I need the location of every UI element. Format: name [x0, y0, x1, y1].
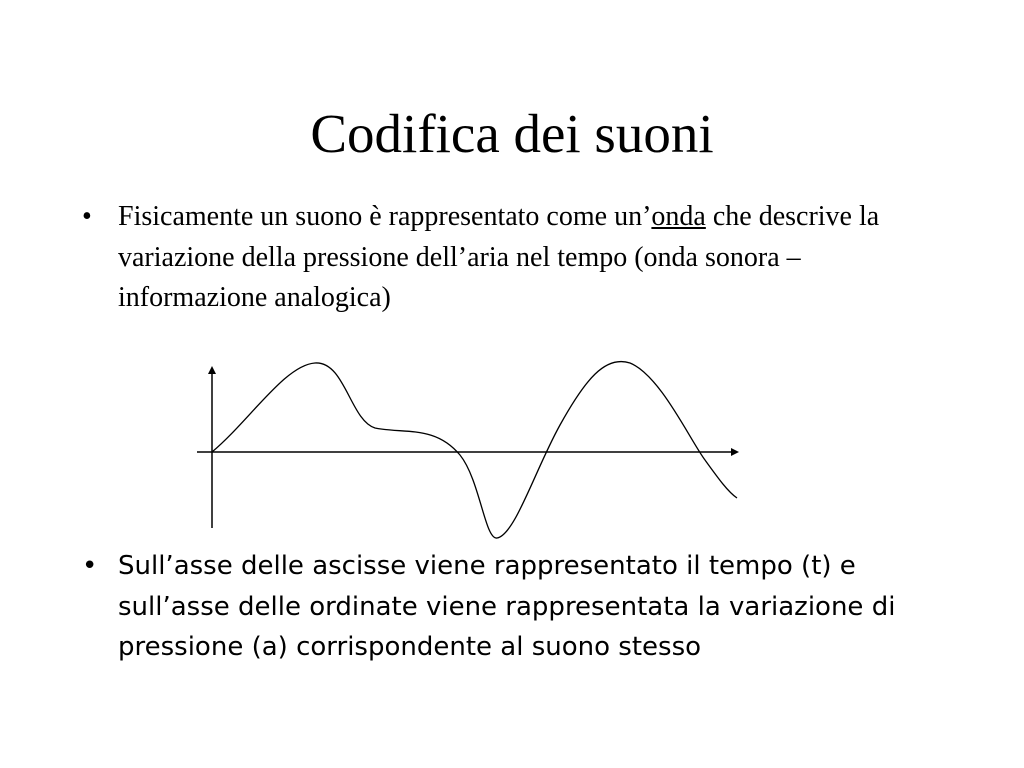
bullet-text-1-part-b: che descrive la variazione della pressione dell’aria nel tempo (onda sonora – informazione analogica)	[118, 201, 880, 313]
slide-title: Codifica dei suoni	[310, 103, 714, 164]
underlined-word-onda: onda	[651, 201, 706, 232]
bullet-text-1	[118, 197, 912, 319]
bullet-text-1-part-a: Fisicamente un suono è rappresentato come un’	[118, 201, 652, 232]
bullet-text-2: Sull’asse delle ascisse viene rappresentato il tempo (t) e sull’asse delle ordinate viene rappresentata la variazione di pressione (a) corrispondente al suono stesso	[118, 551, 896, 662]
bullet-item-1	[82, 197, 912, 319]
bullet-dot: •	[82, 201, 92, 232]
bullet-dot: •	[82, 551, 98, 581]
waveform-diagram	[180, 350, 760, 545]
sound-wave-curve	[212, 362, 737, 539]
bullet-item-2	[82, 546, 902, 668]
